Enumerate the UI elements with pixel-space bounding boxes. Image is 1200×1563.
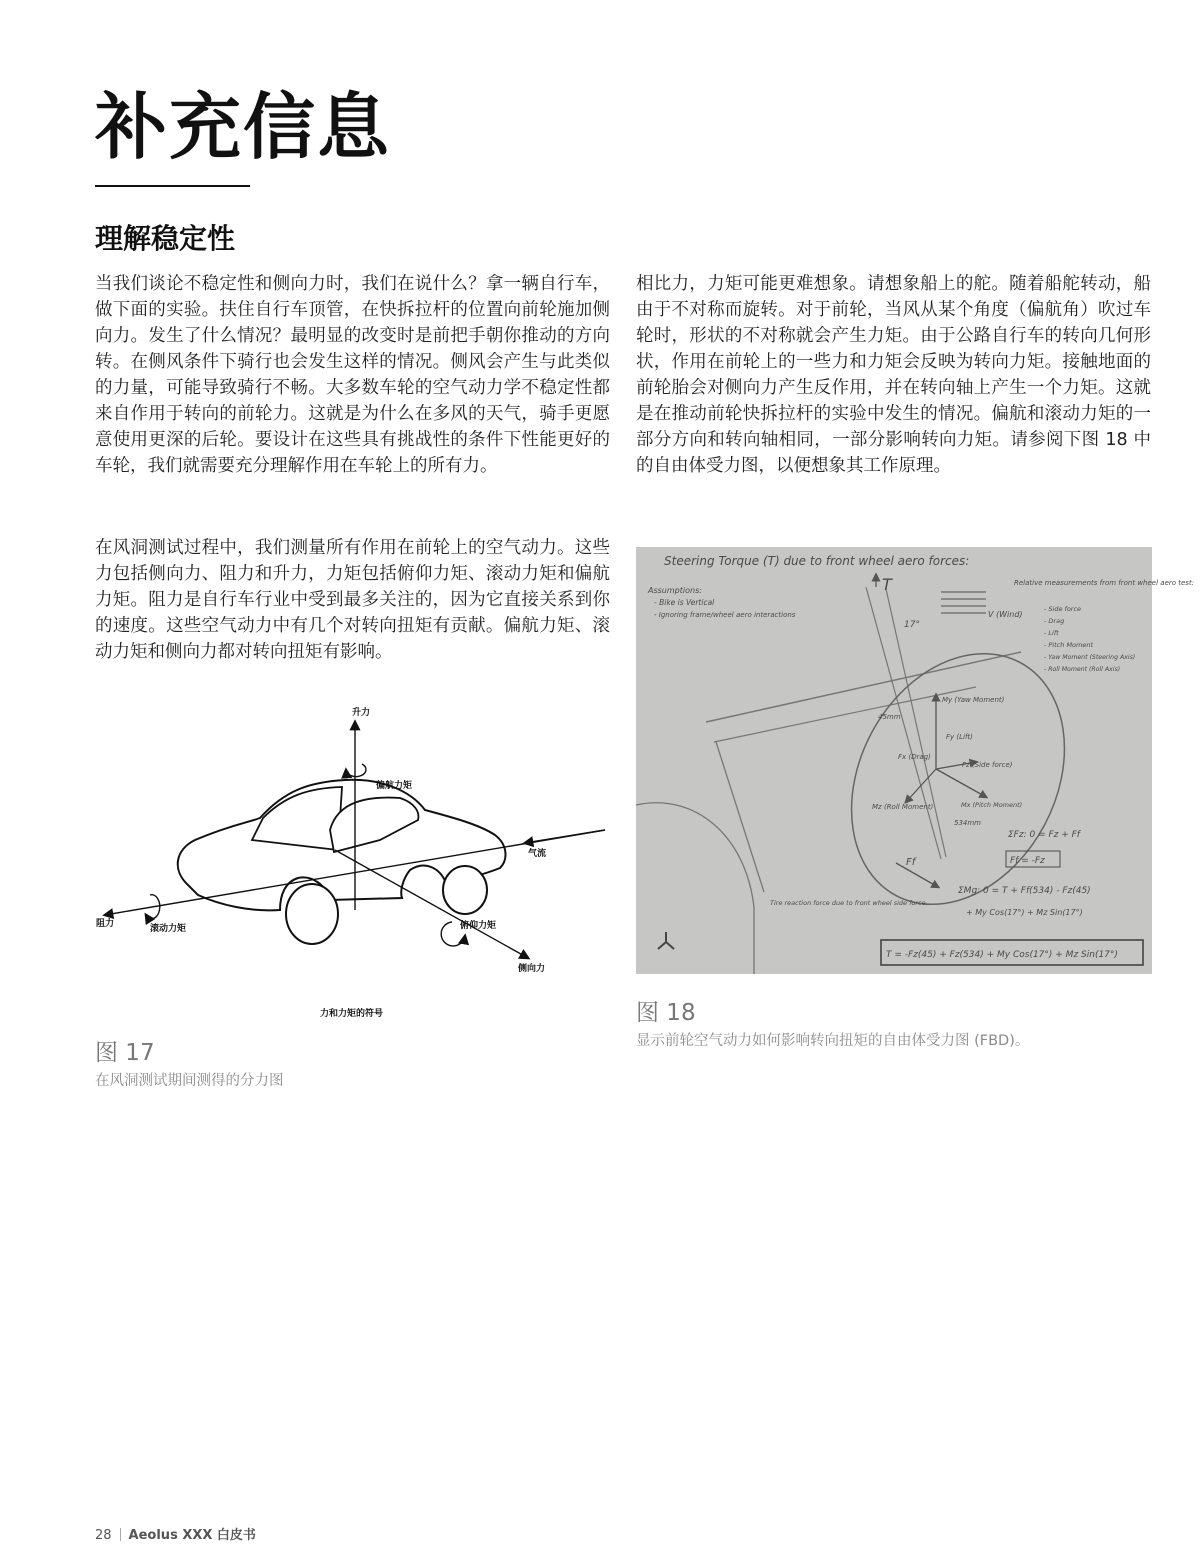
figure-18-caption: 显示前轮空气动力如何影响转向扭矩的自由体受力图 (FBD)。 [636,1033,1030,1049]
sketch-assumptions: Assumptions: [648,586,702,595]
sketch-angle: 17° [904,620,920,630]
sketch-aero-item: - Yaw Moment (Steering Axis) [1044,654,1136,661]
figure-17-diagram-title: 力和力矩的符号 [320,1009,384,1019]
sketch-ff: Ff [906,857,916,868]
sketch-eq-1: ΣFz: 0 = Fz + Ff [1008,830,1080,840]
footer-doc-title: Aeolus XXX 白皮书 [128,1528,256,1543]
sketch-wind: V (Wind) [988,610,1023,619]
sketch-assumption-2: - Ignoring frame/wheel aero interactions [654,611,796,619]
body-paragraph-1: 当我们谈论不稳定性和侧向力时，我们在说什么？拿一辆自行车，做下面的实验。扶住自行车顶管，在快拆拉杆的位置向前轮施加侧向力。发生了什么情况？最明显的改变时是前把手朝你推动的方向转。在侧风条件下骑行也会发生这样的情况。侧风会产生与此类似的力量，可能导致骑行不畅。大多数车轮的空气动力学不稳定性都来自作用于转向的前轮力。这就是为什么在多风的天气，骑手更愿意使用更深的后轮。要设计在这些具有挑战性的条件下性能更好的车轮，我们就需要充分理解作用在车轮上的所有力。 [95,274,610,476]
sketch-fz: Fz (Side force) [962,761,1013,769]
sketch-fy: Fy (Lift) [946,733,973,741]
sketch-aero-item: - Drag [1044,617,1065,625]
body-paragraph-2: 在风洞测试过程中，我们测量所有作用在前轮上的空气动力。这些力包括侧向力、阻力和升力，力矩包括俯仰力矩、滚动力矩和偏航力矩。阻力是自行车行业中受到最多关注的，因为它直接关系到你的速度。这些空气动力中有几个对转向扭矩有贡献。偏航力矩、滚动力矩和侧向力都对转向扭矩有影响。 [95,538,610,662]
label-yaw-moment: 偏航力矩 [376,781,413,791]
sketch-torque-t: T [882,575,892,594]
sketch-mx: Mx (Pitch Moment) [961,801,1023,809]
sketch-dim-534: 534mm [954,819,981,827]
label-pitch-moment: 俯仰力矩 [460,921,497,931]
figure-18-photo [636,547,1195,974]
sketch-mz: Mz (Roll Moment) [872,803,934,811]
sketch-aero-item: - Roll Moment (Roll Axis) [1044,666,1121,673]
label-lift: 升力 [352,708,371,718]
yaw-rotation-arrow [346,764,366,777]
sketch-final-equation: T = -Fz(45) + Fz(534) + My Cos(17°) + Mz Sin(17°) [886,950,1118,960]
footer-divider [120,1528,121,1541]
sketch-aero-item: - Lift [1044,629,1059,637]
sketch-eq-4: + My Cos(17°) + Mz Sin(17°) [966,908,1083,917]
figure-17-diagram [80,700,620,1030]
section-heading: 理解稳定性 [95,222,236,255]
label-roll-moment: 滚动力矩 [150,924,187,934]
sketch-heading: Steering Torque (T) due to front wheel aero forces: [664,554,970,568]
sketch-my: My (Yaw Moment) [942,696,1005,704]
sketch-dim-45: 45mm [878,713,901,721]
figure-17-caption: 在风洞测试期间测得的分力图 [95,1073,284,1089]
sketch-eq-3: ΣMg: 0 = T + Ff(534) - Fz(45) [958,886,1091,896]
title-divider [95,185,250,187]
sketch-aero-note: Relative measurements from front wheel aero test: [1014,579,1195,587]
sketch-assumption-1: - Bike is Vertical [654,598,715,607]
figure-17-number: 图 17 [95,1040,155,1066]
sketch-eq-2: Ff = -Fz [1010,856,1045,866]
body-paragraph-3: 相比力，力矩可能更难想象。请想象船上的舵。随着船舵转动，船由于不对称而旋转。对于前轮，当风从某个角度（偏航角）吹过车轮时，形状的不对称就会产生力矩。由于公路自行车的转向几何形状，作用在前轮上的一些力和力矩会反映为转向力矩。接触地面的前轮胎会对侧向力产生反作用，并在转向轴上产生一个力矩。这就是在推动前轮快拆拉杆的实验中发生的情况。偏航和滚动力矩的一部分方向和转向轴相同，一部分影响转向力矩。请参阅下图 18 中的自由体受力图，以便想象其工作原理。 [636,274,1151,476]
sketch-reaction-note: Tire reaction force due to front wheel side force. [770,899,928,907]
page-title: 补充信息 [95,85,392,169]
sketch-fx: Fx (Drag) [898,753,931,761]
figure-18-number: 图 18 [636,1000,696,1026]
page-number: 28 [95,1528,112,1543]
label-drag: 阻力 [96,919,115,929]
label-side-force: 侧向力 [518,964,546,974]
label-airflow: 气流 [528,849,547,859]
sketch-aero-item: - Side force [1044,605,1082,613]
sketch-aero-item: - Pitch Moment [1044,641,1094,649]
page-footer [95,1524,256,1543]
